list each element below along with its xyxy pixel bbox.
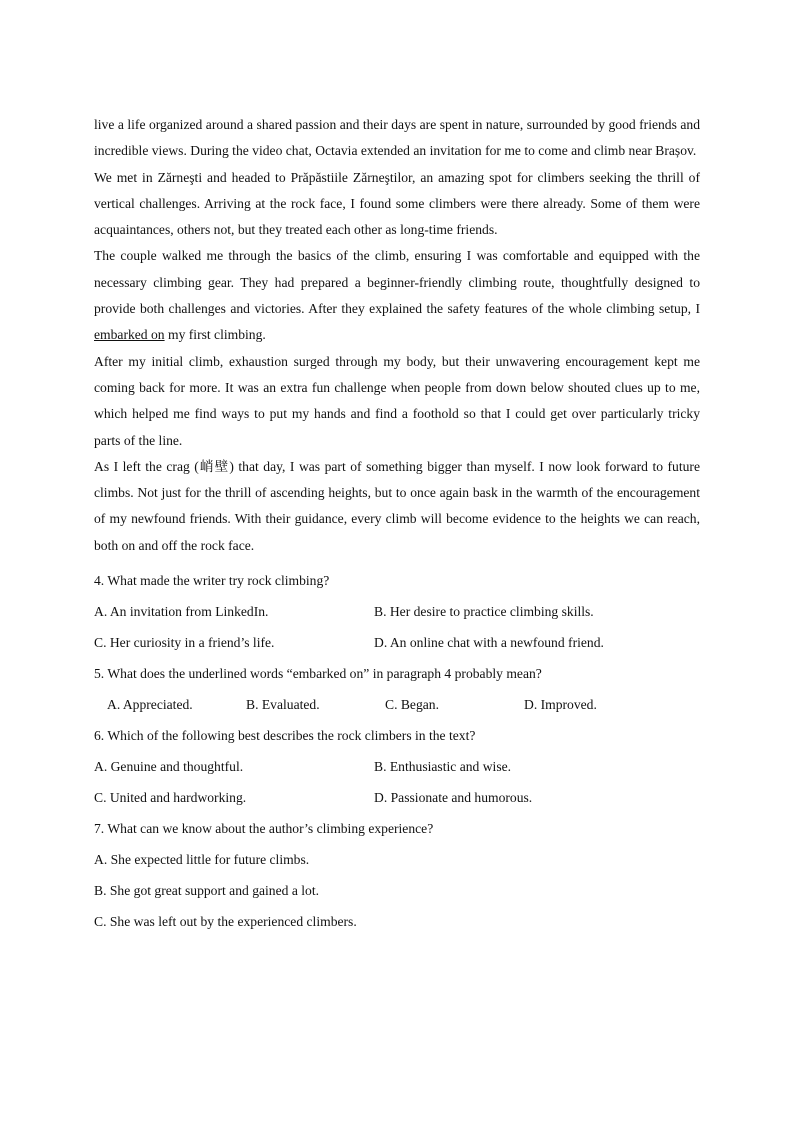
question-stem: 4. What made the writer try rock climbing? xyxy=(94,573,330,589)
paragraph-3-text-before: The couple walked me through the basics of the climb, ensuring I was comfortable and equipped with the necessary climbing gear. They had prepared a beginner-friendly climbing route, thoughtfully designed to provide both challenges and victories. After they explained the safety features of the whole climbing setup, I xyxy=(94,248,700,317)
underlined-phrase: embarked on xyxy=(94,327,165,343)
option-c: C. Her curiosity in a friend’s life. xyxy=(94,635,275,651)
option-d: D. An online chat with a newfound friend. xyxy=(374,635,604,651)
question-7 xyxy=(94,813,700,937)
option-row xyxy=(94,782,700,813)
option-b: B. Enthusiastic and wise. xyxy=(374,759,512,775)
question-5 xyxy=(94,658,700,720)
question-4 xyxy=(94,565,700,658)
paragraph-1: live a life organized around a shared passion and their days are spent in nature, surrounded by good friends and incredible views. During the video chat, Octavia extended an invitation for me to come and climb near Brașov. xyxy=(94,117,700,159)
option-a: A. An invitation from LinkedIn. xyxy=(94,604,269,620)
option-row xyxy=(94,689,700,720)
option-b: B. She got great support and gained a lot. xyxy=(94,883,320,899)
option-a: A. Appreciated. xyxy=(107,697,193,713)
reading-passage xyxy=(94,112,700,559)
question-stem: 5. What does the underlined words “embarked on” in paragraph 4 probably mean? xyxy=(94,666,542,682)
question-6 xyxy=(94,720,700,813)
document-page xyxy=(94,112,700,937)
option-c: C. Began. xyxy=(385,697,439,713)
option-d: D. Passionate and humorous. xyxy=(374,790,533,806)
paragraph-5: As I left the crag (峭壁) that day, I was part of something bigger than myself. I now look forward to future climbs. Not just for the thrill of ascending heights, but to once again bask in the warmth of the encouragement of my newfound friends. With their guidance, every climb will become evidence to the heights we can reach, both on and off the rock face. xyxy=(94,458,700,553)
option-c: C. She was left out by the experienced climbers. xyxy=(94,914,357,930)
option-b: B. Her desire to practice climbing skills. xyxy=(374,604,594,620)
option-c: C. United and hardworking. xyxy=(94,790,247,806)
option-a: A. She expected little for future climbs. xyxy=(94,852,310,868)
option-d: D. Improved. xyxy=(524,697,597,713)
question-stem: 7. What can we know about the author’s climbing experience? xyxy=(94,821,434,837)
question-list xyxy=(94,565,700,937)
option-row xyxy=(94,627,700,658)
paragraph-3 xyxy=(94,243,700,348)
option-a: A. Genuine and thoughtful. xyxy=(94,759,244,775)
paragraph-2: We met in Zărneşti and headed to Prăpăstiile Zărneştilor, an amazing spot for climbers seeking the thrill of vertical challenges. Arriving at the rock face, I found some climbers were there already. Some of them were acquaintances, others not, but they treated each other as long-time friends. xyxy=(94,169,700,238)
option-row xyxy=(94,596,700,627)
paragraph-4: After my initial climb, exhaustion surged through my body, but their unwavering encouragement kept me coming back for more. It was an extra fun challenge when people from down below shouted clues up to me, which helped me find ways to put my hands and find a foothold so that I could get over particularly tricky parts of the line. xyxy=(94,353,700,448)
option-row xyxy=(94,751,700,782)
option-b: B. Evaluated. xyxy=(246,697,320,713)
question-stem: 6. Which of the following best describes the rock climbers in the text? xyxy=(94,728,476,744)
paragraph-3-text-after: my first climbing. xyxy=(164,327,266,343)
